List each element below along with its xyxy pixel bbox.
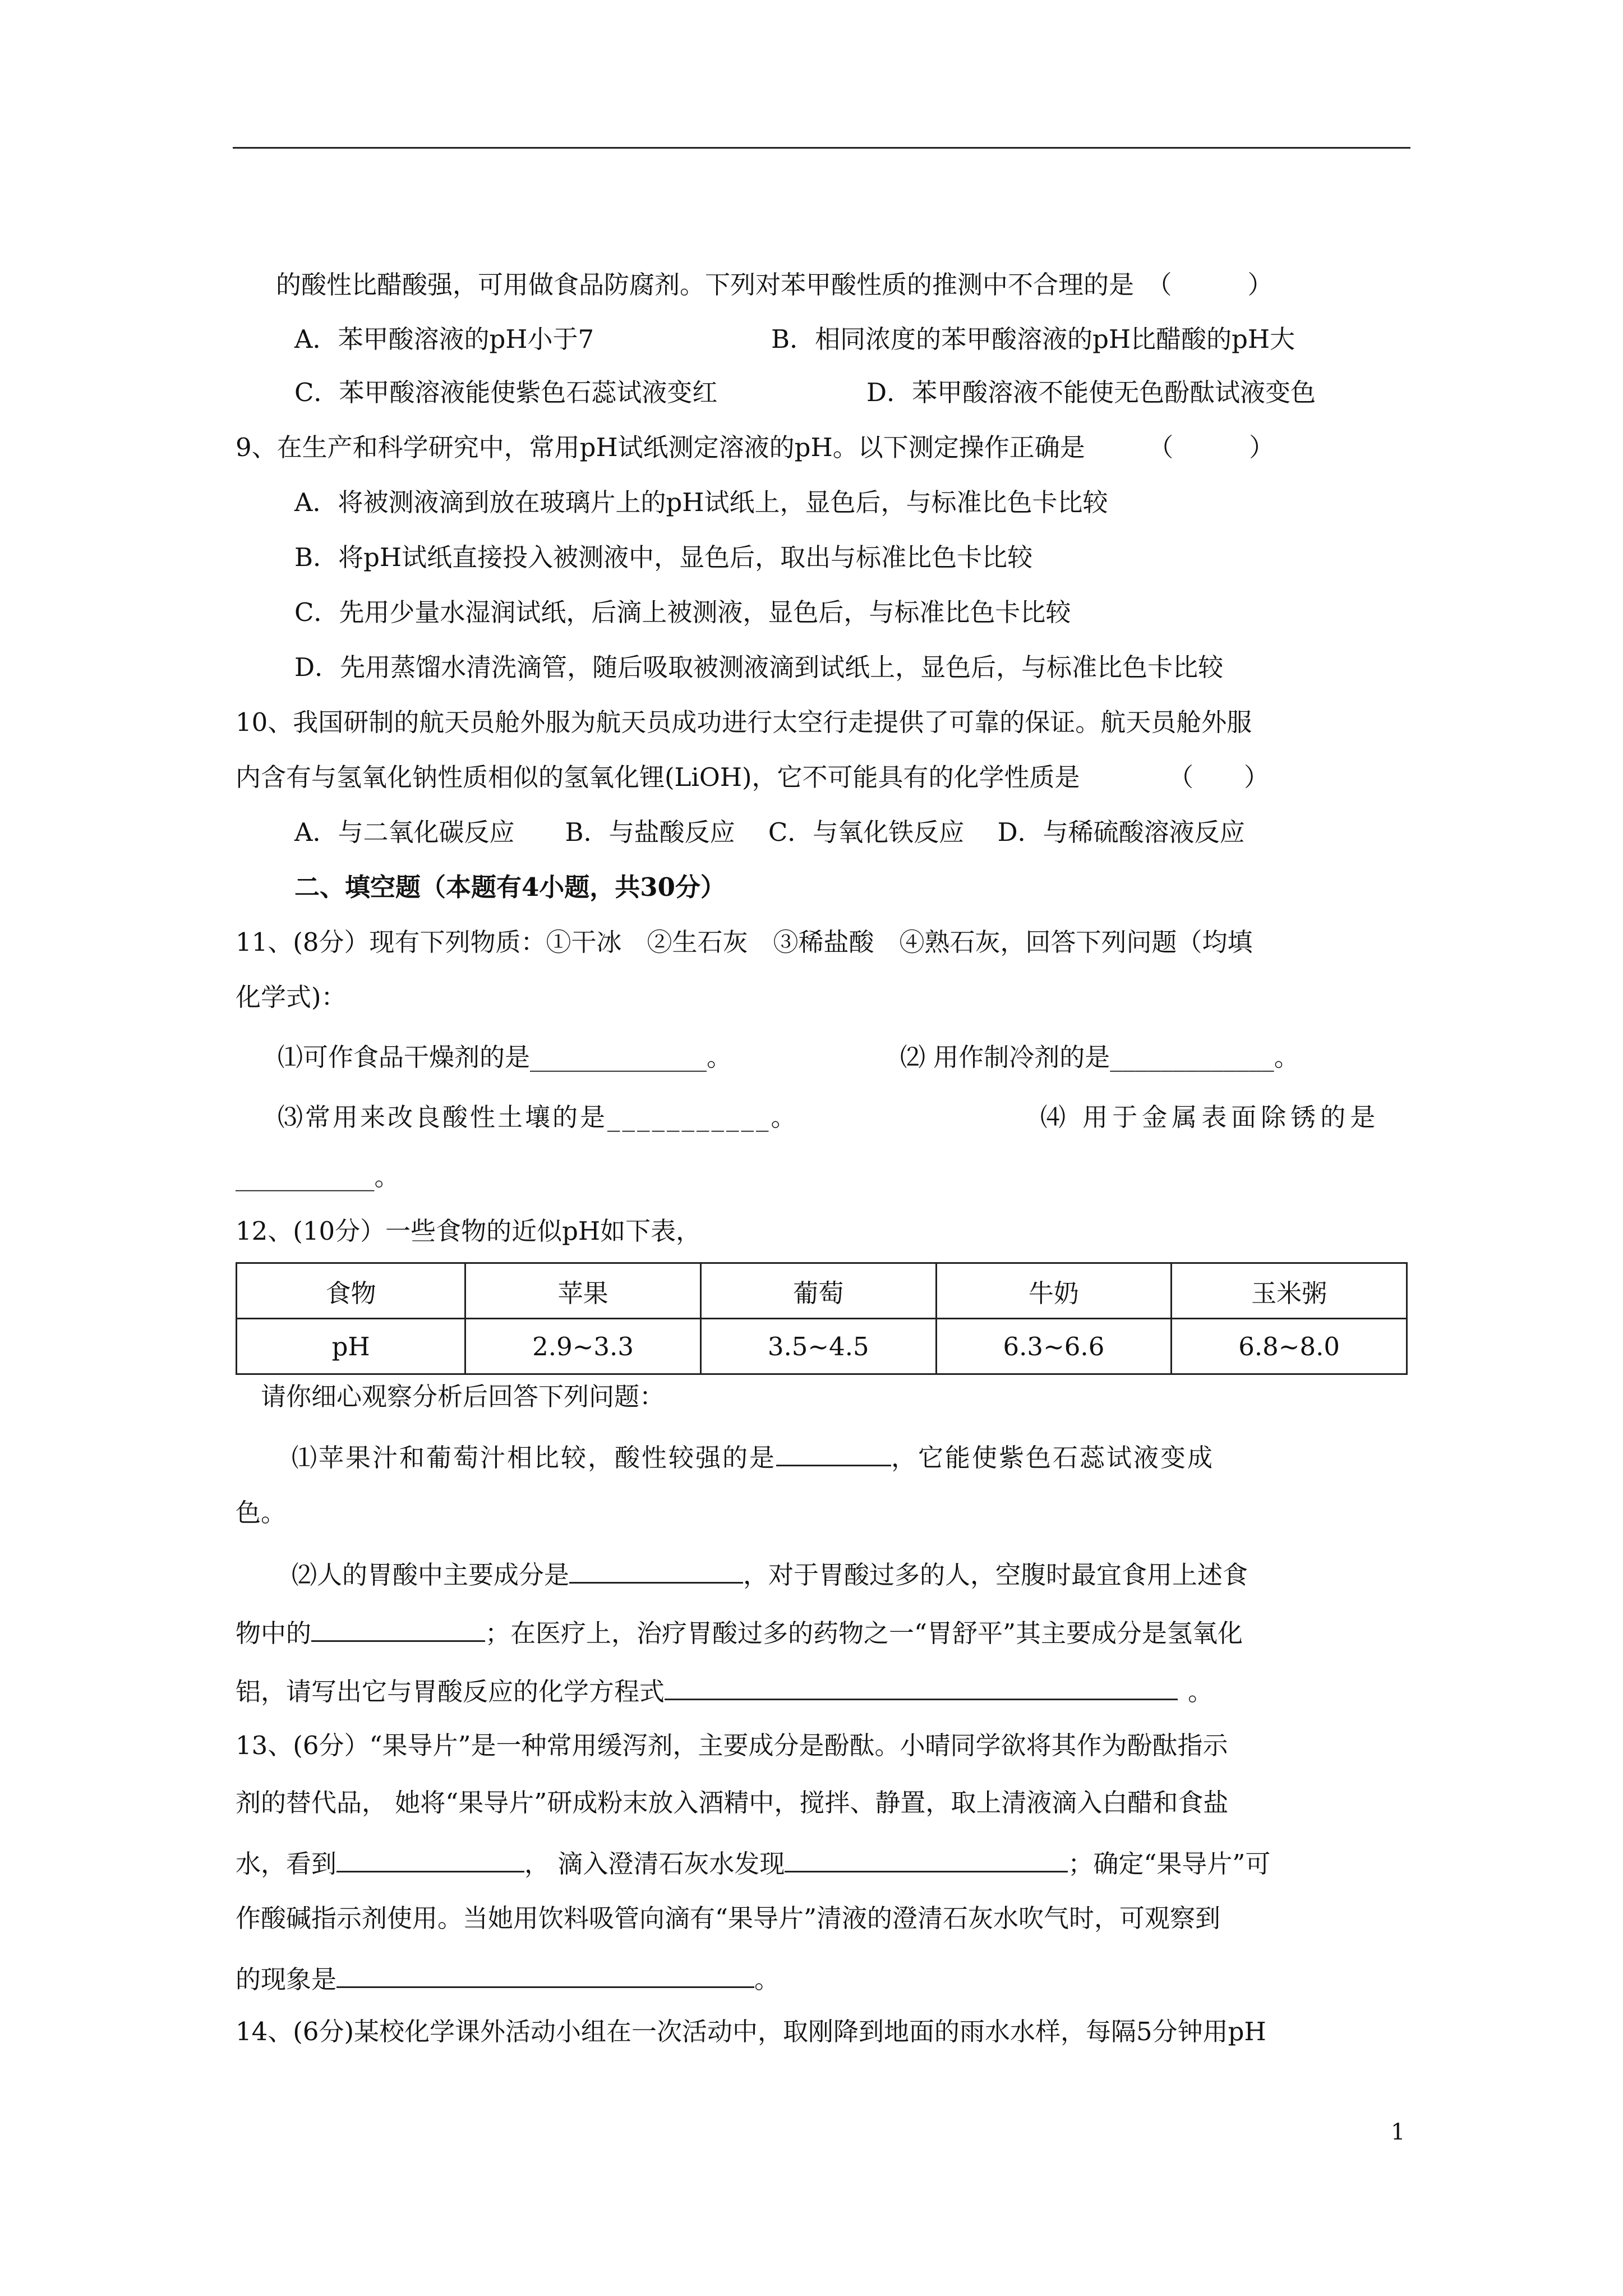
table-cell: 6.8~8.0 <box>1172 1319 1407 1374</box>
ph-table <box>236 1262 1408 1375</box>
q13-text-e: 。 <box>754 1964 780 1994</box>
table-cell: 牛奶 <box>936 1263 1172 1319</box>
answer-blank[interactable] <box>336 1959 754 1988</box>
answer-blank[interactable] <box>785 1844 1068 1872</box>
q11-part-1: ⑴可作食品干燥剂的是______________。 <box>278 1042 732 1072</box>
answer-blank[interactable] <box>665 1672 1178 1700</box>
q9-option-d: D．先用蒸馏水清洗滴管，随后吸取被测液滴到试纸上，显色后，与标准比色卡比较 <box>294 652 1224 682</box>
table-cell: 3.5~4.5 <box>700 1319 936 1374</box>
q12-sub-2-text-b: ，对于胃酸过多的人，空腹时最宜食用上述食 <box>743 1560 1248 1590</box>
q13-text-c: ；确定“果导片”可 <box>1068 1849 1271 1879</box>
q13-line-5 <box>236 1959 1623 1996</box>
q12-sub-2-line-2 <box>236 1613 1623 1650</box>
q8-continuation: 的酸性比醋酸强，可用做食品防腐剂。下列对苯甲酸性质的推测中不合理的是 （ ） <box>276 270 1273 300</box>
q13-text-a: 水，看到 <box>236 1849 337 1879</box>
answer-blank[interactable] <box>336 1844 524 1872</box>
table-row <box>237 1319 1407 1374</box>
q10-line-1: 10、我国研制的航天员舱外服为航天员成功进行太空行走提供了可靠的保证。航天员舱外服 <box>236 707 1252 737</box>
q13-line-4: 作酸碱指示剂使用。当她用饮料吸管向滴有“果导片”清液的澄清石灰水吹气时，可观察到 <box>236 1903 1221 1933</box>
q11-part-3: ⑶常用来改良酸性土壤的是___________。 <box>278 1102 799 1132</box>
table-cell: 苹果 <box>465 1263 701 1319</box>
q12-sub-2-text-f: 。 <box>1188 1677 1214 1706</box>
q11-part-4: ⑷ 用于金属表面除锈的是 <box>1040 1102 1380 1132</box>
q9-stem: 9、在生产和科学研究中，常用pH试纸测定溶液的pH。以下测定操作正确是 （ ） <box>236 432 1275 462</box>
answer-blank[interactable] <box>776 1438 891 1466</box>
q12-sub-2 <box>292 1555 1623 1592</box>
q13-line-2: 剂的替代品， 她将“果导片”研成粉末放入酒精中，搅拌、静置，取上清液滴入白醋和食盐 <box>236 1788 1229 1818</box>
q12-sub-2-line-3 <box>236 1672 1623 1709</box>
table-cell: 2.9~3.3 <box>465 1319 701 1374</box>
q10-options: A．与二氧化碳反应 B．与盐酸反应 C．与氧化铁反应 D．与稀硫酸溶液反应 <box>294 817 1245 847</box>
q11-part-2: ⑵ 用作制冷剂的是_____________。 <box>900 1042 1299 1072</box>
q12-sub-2-text-c: 物中的 <box>236 1618 312 1648</box>
table-header-row <box>237 1263 1407 1319</box>
q11-line-2: 化学式)： <box>236 982 347 1012</box>
answer-blank[interactable] <box>311 1613 485 1642</box>
q13-line-1: 13、(6分）“果导片”是一种常用缓泻剂，主要成分是酚酞。小晴同学欲将其作为酚酞指示 <box>236 1731 1228 1760</box>
page-number: 1 <box>1391 2119 1405 2145</box>
q11-part-4-blank: ___________。 <box>236 1162 400 1191</box>
q12-sub-1-cont: 色。 <box>236 1498 287 1527</box>
q12-sub-2-text-e: 铝，请写出它与胃酸反应的化学方程式 <box>236 1677 665 1706</box>
q13-text-b: ， 滴入澄清石灰水发现 <box>524 1849 785 1879</box>
q12-sub-1-text-a: ⑴苹果汁和葡萄汁相比较，酸性较强的是 <box>292 1443 777 1473</box>
q12-intro: 请你细心观察分析后回答下列问题： <box>261 1382 665 1411</box>
section-heading: 二、填空题（本题有4小题，共30分） <box>294 872 726 902</box>
q9-option-a: A．将被测液滴到放在玻璃片上的pH试纸上，显色后，与标准比色卡比较 <box>294 487 1108 517</box>
q8-option-b: B．相同浓度的苯甲酸溶液的pH比醋酸的pH大 <box>771 324 1295 354</box>
q12-stem: 12、(10分）一些食物的近似pH如下表， <box>236 1216 702 1246</box>
q12-sub-2-text-d: ；在医疗上，治疗胃酸过多的药物之一“胃舒平”其主要成分是氢氧化 <box>485 1618 1243 1648</box>
q13-text-d: 的现象是 <box>236 1964 337 1994</box>
table-cell: 玉米粥 <box>1172 1263 1407 1319</box>
q10-line-2: 内含有与氢氧化钠性质相似的氢氧化锂(LiOH)，它不可能具有的化学性质是 （ ） <box>236 762 1270 792</box>
q9-option-b: B．将pH试纸直接投入被测液中，显色后，取出与标准比色卡比较 <box>294 542 1033 572</box>
table-cell: 葡萄 <box>700 1263 936 1319</box>
table-cell: 食物 <box>237 1263 465 1319</box>
header-rule <box>233 147 1410 149</box>
q12-sub-1-text-b: ，它能使紫色石蕊试液变成 <box>891 1443 1215 1473</box>
q12-sub-2-text-a: ⑵人的胃酸中主要成分是 <box>292 1560 570 1590</box>
table-cell: pH <box>237 1319 465 1374</box>
q11-line-1: 11、(8分）现有下列物质：①干冰 ②生石灰 ③稀盐酸 ④熟石灰，回答下列问题（均填 <box>236 927 1253 957</box>
table-cell: 6.3~6.6 <box>936 1319 1172 1374</box>
q13-line-3 <box>236 1844 1623 1881</box>
q8-option-c: C．苯甲酸溶液能使紫色石蕊试液变红 <box>294 378 718 407</box>
q8-option-a: A．苯甲酸溶液的pH小于7 <box>294 324 594 354</box>
q9-option-c: C．先用少量水湿润试纸，后滴上被测液，显色后，与标准比色卡比较 <box>294 597 1071 627</box>
answer-blank[interactable] <box>569 1555 743 1584</box>
q8-option-d: D．苯甲酸溶液不能使无色酚酞试液变色 <box>866 378 1316 407</box>
q14-line-1: 14、(6分)某校化学课外活动小组在一次活动中，取刚降到地面的雨水水样，每隔5分钟用pH <box>236 2017 1266 2046</box>
q12-sub-1 <box>292 1438 1623 1475</box>
